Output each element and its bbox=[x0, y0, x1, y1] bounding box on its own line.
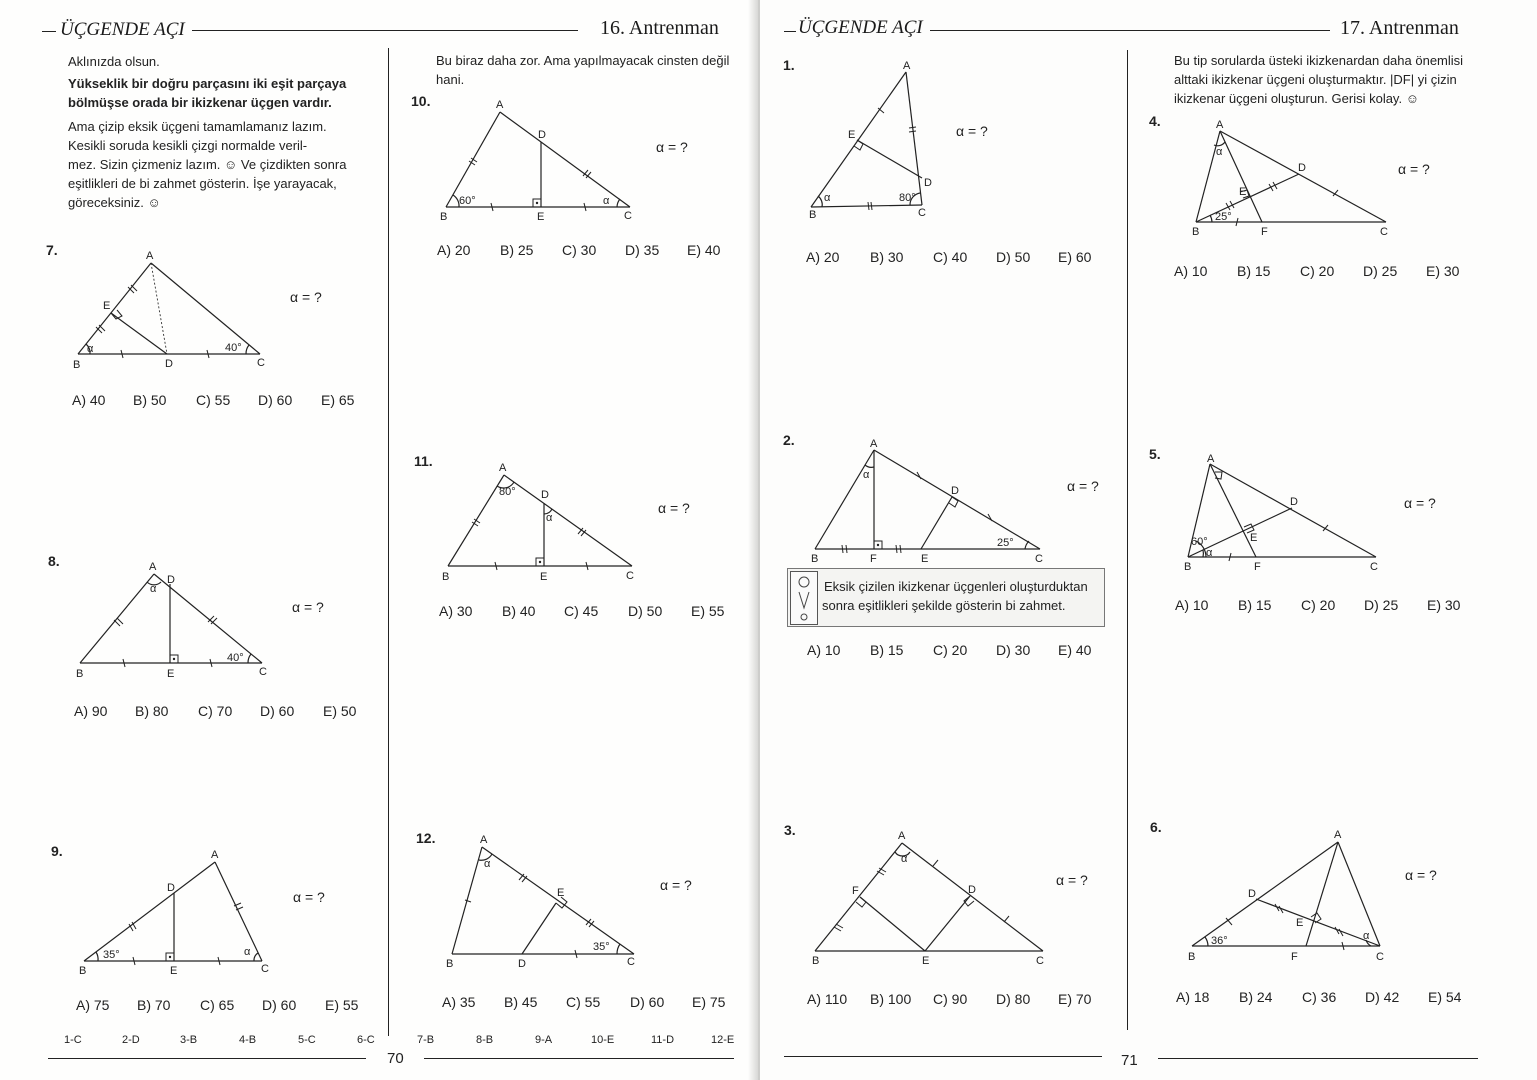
choice-e[interactable]: E) 60 bbox=[1058, 249, 1092, 265]
choice-e[interactable]: E) 40 bbox=[687, 242, 721, 258]
key-item: 1-C bbox=[64, 1034, 82, 1046]
note-intro: Aklınızda olsun. bbox=[68, 54, 160, 69]
label-alpha: α bbox=[603, 195, 610, 207]
label-B: B bbox=[812, 955, 820, 967]
question-number: 10. bbox=[411, 93, 431, 109]
label-angle: 35° bbox=[593, 941, 610, 953]
question-number: 2. bbox=[783, 432, 795, 448]
choice-d[interactable]: D) 60 bbox=[262, 997, 297, 1013]
column-divider bbox=[1127, 50, 1128, 1030]
choice-b[interactable]: B) 15 bbox=[1237, 263, 1271, 279]
label-alpha: α bbox=[901, 853, 908, 865]
answer-choices bbox=[1175, 597, 1460, 613]
choice-a[interactable]: A) 110 bbox=[807, 991, 848, 1007]
label-C: C bbox=[261, 963, 269, 975]
choice-d[interactable]: D) 50 bbox=[996, 249, 1031, 265]
question-number: 8. bbox=[48, 553, 60, 569]
label-D: D bbox=[167, 882, 175, 894]
label-E: E bbox=[167, 668, 175, 680]
question-prompt: α = ? bbox=[292, 599, 324, 615]
tip-line-2: hani. bbox=[436, 72, 465, 87]
label-alpha: α bbox=[484, 858, 491, 870]
column-divider bbox=[388, 48, 389, 1036]
choice-c[interactable]: C) 20 bbox=[933, 642, 968, 658]
choice-d[interactable]: D) 25 bbox=[1363, 263, 1398, 279]
label-E: E bbox=[540, 571, 548, 583]
label-D: D bbox=[167, 574, 175, 586]
label-E: E bbox=[922, 955, 930, 967]
key-item: 4-B bbox=[239, 1034, 257, 1046]
key-item: 11-D bbox=[651, 1034, 675, 1046]
label-B: B bbox=[809, 209, 817, 221]
question-number: 5. bbox=[1149, 446, 1161, 462]
choice-c[interactable]: C) 20 bbox=[1300, 263, 1335, 279]
choice-b[interactable]: B) 24 bbox=[1239, 989, 1273, 1005]
label-B: B bbox=[1184, 561, 1192, 573]
answer-choices bbox=[442, 994, 725, 1010]
tip-line-3: ikizkenar üçgeni oluşturun. Gerisi kolay. ☺ bbox=[1174, 91, 1419, 106]
label-D: D bbox=[1298, 162, 1306, 174]
key-item: 9-A bbox=[535, 1034, 553, 1046]
label-F: F bbox=[1291, 951, 1298, 963]
question-prompt: α = ? bbox=[1405, 867, 1437, 883]
page-number: 70 bbox=[387, 1050, 404, 1067]
label-B: B bbox=[73, 359, 81, 371]
footer-rule-left bbox=[48, 1058, 366, 1059]
question-number: 3. bbox=[784, 822, 796, 838]
choice-b[interactable]: B) 25 bbox=[500, 242, 534, 258]
label-B: B bbox=[811, 553, 819, 565]
label-angle: 40° bbox=[227, 652, 244, 664]
label-B: B bbox=[1188, 951, 1196, 963]
answer-choices bbox=[439, 603, 724, 619]
question-prompt: α = ? bbox=[1404, 495, 1436, 511]
label-D: D bbox=[968, 884, 976, 896]
note-line-3: mez. Sizin çizmeniz lazım. ☺ Ve çizdikten sonra bbox=[68, 157, 347, 172]
label-angle: 60° bbox=[459, 195, 476, 207]
choice-e[interactable]: E) 40 bbox=[1058, 642, 1092, 658]
choice-d[interactable]: D) 60 bbox=[258, 392, 293, 408]
choice-c[interactable]: C) 65 bbox=[200, 997, 235, 1013]
label-C: C bbox=[259, 666, 267, 678]
hint-line-1: Eksik çizilen ikizkenar üçgenleri oluşturduktan bbox=[824, 579, 1088, 594]
choice-b[interactable]: B) 30 bbox=[870, 249, 904, 265]
question-prompt: α = ? bbox=[660, 877, 692, 893]
key-item: 5-C bbox=[298, 1034, 316, 1046]
question-prompt: α = ? bbox=[1067, 478, 1099, 494]
choice-b[interactable]: B) 15 bbox=[1238, 597, 1272, 613]
question-number: 11. bbox=[414, 453, 433, 469]
label-angle: 35° bbox=[103, 949, 120, 961]
choice-a[interactable]: A) 35 bbox=[442, 994, 476, 1010]
header-dash bbox=[784, 31, 796, 32]
answer-choices bbox=[72, 392, 354, 408]
hint-line-2: sonra eşitlikleri şekilde gösterin bi zahmet. bbox=[822, 598, 1066, 613]
question-number: 7. bbox=[46, 242, 58, 258]
label-angle: 40° bbox=[225, 342, 242, 354]
label-B: B bbox=[446, 958, 454, 970]
label-alpha: α bbox=[87, 343, 94, 355]
label-C: C bbox=[1036, 955, 1044, 967]
tip-line-2: alttaki ikizkenar üçgeni oluşturmaktır. |DF| yi çizin bbox=[1174, 72, 1457, 87]
footer-rule-left bbox=[784, 1056, 1102, 1057]
label-C: C bbox=[627, 956, 635, 968]
key-item: 3-B bbox=[180, 1034, 198, 1046]
choice-c[interactable]: C) 30 bbox=[562, 242, 597, 258]
answer-choices bbox=[807, 642, 1091, 658]
choice-b[interactable]: B) 15 bbox=[870, 642, 904, 658]
choice-e[interactable]: E) 70 bbox=[1058, 991, 1092, 1007]
choice-d[interactable]: D) 60 bbox=[630, 994, 665, 1010]
label-E: E bbox=[537, 211, 545, 223]
choice-a[interactable]: A) 10 bbox=[1175, 597, 1209, 613]
label-B: B bbox=[442, 571, 450, 583]
footer-rule-right bbox=[1158, 1058, 1478, 1059]
key-item: 10-E bbox=[591, 1034, 615, 1046]
answer-choices bbox=[807, 991, 1091, 1007]
choice-c[interactable]: C) 55 bbox=[566, 994, 601, 1010]
footer-rule-right bbox=[424, 1058, 734, 1059]
label-A: A bbox=[211, 849, 219, 861]
label-E: E bbox=[921, 553, 929, 565]
label-D: D bbox=[538, 129, 546, 141]
question-prompt: α = ? bbox=[293, 889, 325, 905]
label-alpha: α bbox=[1216, 146, 1223, 158]
label-D: D bbox=[924, 177, 932, 189]
question-number: 4. bbox=[1149, 113, 1161, 129]
choice-e[interactable]: E) 54 bbox=[1428, 989, 1462, 1005]
choice-c[interactable]: C) 90 bbox=[933, 991, 968, 1007]
question-number: 6. bbox=[1150, 819, 1162, 835]
choice-a[interactable]: A) 90 bbox=[74, 703, 108, 719]
label-E: E bbox=[848, 129, 856, 141]
label-A: A bbox=[903, 60, 911, 72]
question-number: 1. bbox=[783, 57, 795, 73]
choice-d[interactable]: D) 42 bbox=[1365, 989, 1400, 1005]
tip-line-1: Bu biraz daha zor. Ama yapılmayacak cinsten değil bbox=[436, 53, 730, 68]
label-D: D bbox=[518, 958, 526, 970]
answer-choices bbox=[1176, 989, 1461, 1005]
answer-choices bbox=[76, 997, 358, 1013]
note-bold-1: Yükseklik bir doğru parçasını iki eşit parçaya bbox=[68, 76, 347, 91]
choice-a[interactable]: A) 18 bbox=[1176, 989, 1210, 1005]
choice-c[interactable]: C) 36 bbox=[1302, 989, 1337, 1005]
key-item: 6-C bbox=[357, 1034, 375, 1046]
key-item: 2-D bbox=[122, 1034, 140, 1046]
choice-b[interactable]: B) 45 bbox=[504, 994, 538, 1010]
choice-e[interactable]: E) 65 bbox=[321, 392, 355, 408]
note-line-5: göreceksiniz. ☺ bbox=[68, 195, 161, 210]
label-A: A bbox=[146, 250, 154, 262]
label-C: C bbox=[1376, 951, 1384, 963]
label-B: B bbox=[76, 668, 84, 680]
choice-e[interactable]: E) 55 bbox=[691, 603, 725, 619]
choice-c[interactable]: C) 45 bbox=[564, 603, 599, 619]
label-D: D bbox=[1248, 888, 1256, 900]
choice-e[interactable]: E) 50 bbox=[323, 703, 357, 719]
section-title: 17. Antrenman bbox=[1340, 17, 1459, 39]
choice-d[interactable]: D) 50 bbox=[628, 603, 663, 619]
label-A: A bbox=[480, 834, 488, 846]
choice-d[interactable]: D) 35 bbox=[625, 242, 660, 258]
choice-a[interactable]: A) 10 bbox=[1174, 263, 1208, 279]
label-A: A bbox=[149, 561, 157, 573]
label-alpha: α bbox=[824, 192, 831, 204]
hint-icon bbox=[790, 571, 818, 625]
note-bold-2: bölmüşse orada bir ikizkenar üçgen vardır. bbox=[68, 95, 332, 110]
choice-b[interactable]: B) 40 bbox=[502, 603, 536, 619]
section-title: 16. Antrenman bbox=[600, 17, 719, 39]
label-C: C bbox=[626, 570, 634, 582]
choice-d[interactable]: D) 60 bbox=[260, 703, 295, 719]
choice-e[interactable]: E) 30 bbox=[1426, 263, 1460, 279]
label-alpha: α bbox=[1206, 547, 1213, 559]
choice-d[interactable]: D) 25 bbox=[1364, 597, 1399, 613]
label-E: E bbox=[103, 300, 111, 312]
answer-choices bbox=[74, 703, 356, 719]
question-prompt: α = ? bbox=[290, 289, 322, 305]
label-alpha: α bbox=[1363, 930, 1370, 942]
answer-choices bbox=[1174, 263, 1459, 279]
label-C: C bbox=[1370, 561, 1378, 573]
key-item: 7-B bbox=[417, 1034, 435, 1046]
question-prompt: α = ? bbox=[1398, 161, 1430, 177]
header-rule bbox=[930, 30, 1330, 31]
label-C: C bbox=[918, 207, 926, 219]
label-angle: 25° bbox=[1215, 211, 1232, 223]
label-B: B bbox=[79, 965, 87, 977]
label-E: E bbox=[1250, 532, 1258, 544]
label-C: C bbox=[1380, 226, 1388, 238]
label-D: D bbox=[1290, 496, 1298, 508]
label-A: A bbox=[499, 462, 507, 474]
label-angle: 36° bbox=[1211, 935, 1228, 947]
choice-a[interactable]: A) 30 bbox=[439, 603, 473, 619]
label-F: F bbox=[852, 885, 859, 897]
question-number: 9. bbox=[51, 843, 63, 859]
label-F: F bbox=[870, 553, 877, 565]
choice-c[interactable]: C) 20 bbox=[1301, 597, 1336, 613]
label-B: B bbox=[440, 211, 448, 223]
label-A: A bbox=[898, 830, 906, 842]
label-D: D bbox=[951, 485, 959, 497]
label-B: B bbox=[1192, 226, 1200, 238]
choice-b[interactable]: B) 70 bbox=[137, 997, 171, 1013]
header-rule bbox=[192, 30, 578, 31]
label-alpha: α bbox=[244, 946, 251, 958]
choice-b[interactable]: B) 100 bbox=[870, 991, 912, 1007]
tip-line-1: Bu tip sorularda üsteki ikizkenardan daha önemlisi bbox=[1174, 53, 1464, 68]
label-E: E bbox=[1239, 186, 1247, 198]
label-alpha: α bbox=[546, 512, 553, 524]
label-A: A bbox=[1207, 453, 1215, 465]
right-page bbox=[760, 0, 1537, 1080]
label-alpha: α bbox=[150, 583, 157, 595]
note-line-2: Kesikli soruda kesikli çizgi normalde veril- bbox=[68, 138, 308, 153]
label-E: E bbox=[1296, 917, 1304, 929]
label-alpha: α bbox=[863, 469, 870, 481]
choice-e[interactable]: E) 75 bbox=[692, 994, 726, 1010]
label-F: F bbox=[1254, 561, 1261, 573]
label-A: A bbox=[1216, 119, 1224, 131]
note-line-1: Ama çizip eksik üçgeni tamamlamanız lazım. bbox=[68, 119, 327, 134]
choice-e[interactable]: E) 55 bbox=[325, 997, 359, 1013]
question-number: 12. bbox=[416, 830, 436, 846]
header-dash bbox=[42, 31, 56, 32]
label-angle: 80° bbox=[499, 486, 516, 498]
choice-a[interactable]: A) 40 bbox=[72, 392, 106, 408]
page-number: 71 bbox=[1121, 1052, 1138, 1069]
hint-box bbox=[787, 568, 1105, 627]
label-D: D bbox=[541, 489, 549, 501]
label-A: A bbox=[1334, 829, 1342, 841]
question-prompt: α = ? bbox=[1056, 872, 1088, 888]
choice-a[interactable]: A) 20 bbox=[806, 249, 840, 265]
answer-choices bbox=[806, 249, 1091, 265]
question-prompt: α = ? bbox=[656, 139, 688, 155]
note-line-4: eşitlikleri de bi zahmet gösterin. İşe yarayacak, bbox=[68, 176, 337, 191]
key-item: 8-B bbox=[476, 1034, 494, 1046]
label-E: E bbox=[170, 965, 178, 977]
question-prompt: α = ? bbox=[658, 500, 690, 516]
label-A: A bbox=[496, 99, 504, 111]
choice-b[interactable]: B) 80 bbox=[135, 703, 169, 719]
left-page bbox=[0, 0, 760, 1080]
choice-c[interactable]: C) 70 bbox=[198, 703, 233, 719]
choice-b[interactable]: B) 50 bbox=[133, 392, 167, 408]
choice-c[interactable]: C) 55 bbox=[196, 392, 231, 408]
label-A: A bbox=[870, 438, 878, 450]
label-F: F bbox=[1261, 226, 1268, 238]
label-C: C bbox=[1035, 553, 1043, 565]
label-E: E bbox=[557, 887, 565, 899]
choice-a[interactable]: A) 10 bbox=[807, 642, 841, 658]
label-angle: 80° bbox=[899, 192, 916, 204]
key-item: 12-E bbox=[711, 1034, 735, 1046]
choice-c[interactable]: C) 40 bbox=[933, 249, 968, 265]
label-angle: 60° bbox=[1191, 536, 1208, 548]
page-title: ÜÇGENDE AÇI bbox=[60, 19, 185, 40]
answer-choices bbox=[437, 242, 720, 258]
choice-d[interactable]: D) 80 bbox=[996, 991, 1031, 1007]
label-D: D bbox=[165, 358, 173, 370]
choice-a[interactable]: A) 20 bbox=[437, 242, 471, 258]
label-C: C bbox=[624, 210, 632, 222]
choice-e[interactable]: E) 30 bbox=[1427, 597, 1461, 613]
choice-d[interactable]: D) 30 bbox=[996, 642, 1031, 658]
question-prompt: α = ? bbox=[956, 123, 988, 139]
label-angle: 25° bbox=[997, 537, 1014, 549]
page-title: ÜÇGENDE AÇI bbox=[798, 17, 923, 38]
choice-a[interactable]: A) 75 bbox=[76, 997, 110, 1013]
label-C: C bbox=[257, 357, 265, 369]
